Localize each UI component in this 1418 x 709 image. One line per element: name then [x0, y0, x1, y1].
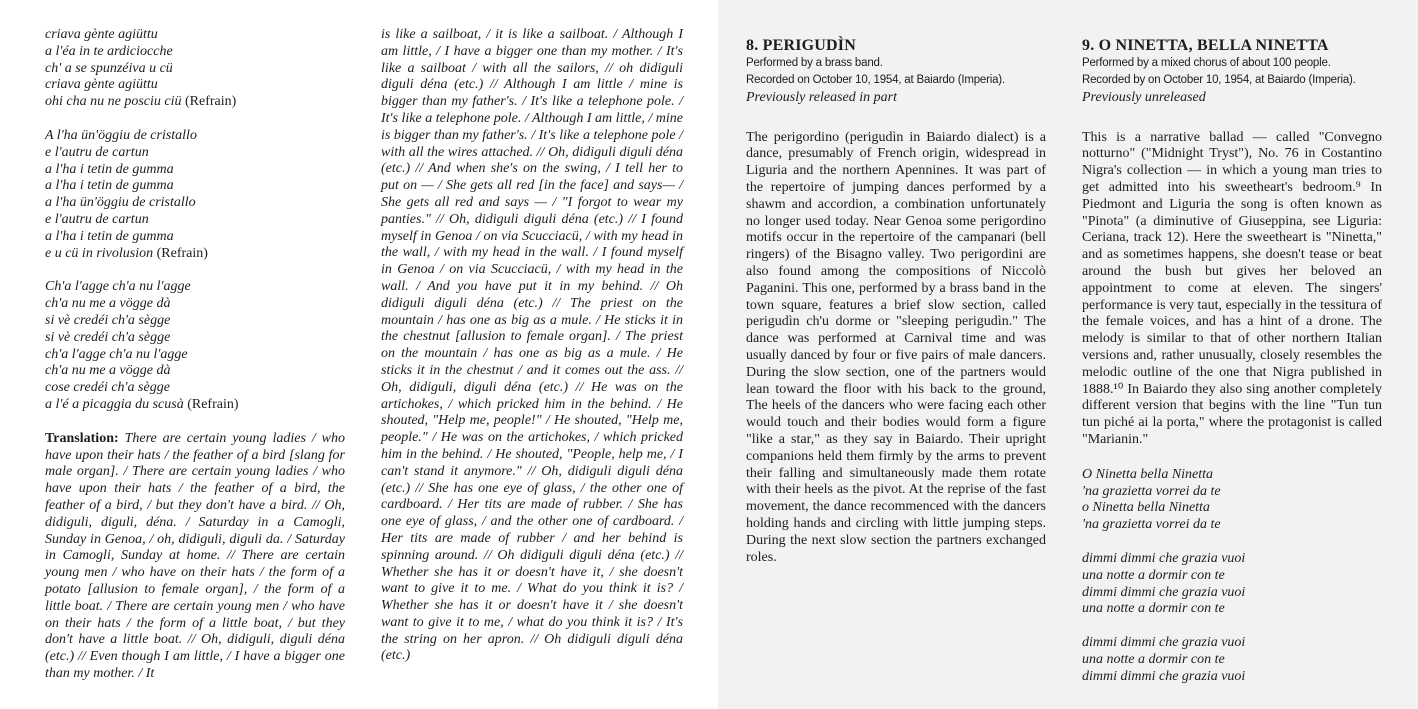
lyric-line: dimmi dimmi che grazia vuoi [1082, 550, 1246, 566]
lyric-line: ch' a se spunzéiva u cü [45, 60, 173, 76]
lyric-line: a l'é a picaggia du scusà [45, 396, 184, 412]
lyrics-stanza-3 [45, 279, 345, 413]
lyric-line: a l'éa in te ardiciocche [45, 43, 173, 59]
lyrics-stanza-2 [45, 128, 345, 262]
track-9-title: 9. O NINETTA, BELLA NINETTA [1082, 37, 1329, 54]
lyric-line: Ch'a l'agge ch'a nu l'agge [45, 279, 191, 295]
track-8-status: Previously released in part [746, 89, 897, 105]
lyric-line: 'na grazietta vorrei da te [1082, 517, 1221, 533]
refrain-label: (Refrain) [184, 94, 237, 110]
lyric-line: una notte a dormir con te [1082, 567, 1225, 583]
track-9-lyrics-stanza-3 [1082, 635, 1382, 685]
lyrics-stanza-1 [45, 27, 345, 111]
lyric-line: O Ninetta bella Ninetta [1082, 466, 1214, 482]
lyric-line-with-refrain [45, 397, 345, 414]
lyric-line: una notte a dormir con te [1082, 651, 1225, 667]
lyric-line: ohi cha nu ne posciu ciü [45, 94, 182, 110]
lyric-line: si vè credéi ch'a sègge [45, 312, 171, 328]
lyric-line: si vè credéi ch'a sègge [45, 329, 171, 345]
lyric-line: ch'a nu me a vögge dà [45, 363, 171, 379]
track-8-description: The perigordino (perigudìn in Baiardo dialect) is a dance, presumably of French origin, widespread in Liguria and the northern Apennines. It was part of the repertoire of jumping dances performed by a shawm and accordion, a combination unfortunately no longer used today. Near Genoa some perigordino motifs occur in the repertoire of the campanari (bell ringers) of the Bisagno valley. Two perigordini are also found among the compositions of Niccolò Paganini. This one, performed by a brass band in the town square, features a brief slow section, called perigudìn ch'u dorme or "sleeping perigudìn." The dance was performed at Carnival time and was usually danced by four or five pairs of male dancers. During the slow section, one of the partners would lean toward the floor with his back to the ground, The heels of the dancers who were facing each other would touch and their bodies would form a figure "like a star," as they say in Baiardo. Their upright companions held them firmly by the arms to prevent their falling and simultaneously made them rotate with their heels as the pivot. At the reprise of the fast movement, the dance recommenced with the dancers holding hands and circling with little jumping steps. During the next slow section the partners exchanged roles. [746, 129, 1046, 565]
refrain-label: (Refrain) [187, 396, 239, 412]
lyric-line: una notte a dormir con te [1082, 601, 1225, 617]
translation-continued-text: is like a sailboat, / it is like a sailboat. / Although I am little, / I have a bigger one than my mother. / It's like a sailboat / with all the sailors, // oh didiguli diguli déna (etc.) // Although I am little / mine is bigger than my father's. / It's like a telephone pole. / It's like a telephone pole. / Although I am little, / mine is bigger than my father's. / It's like a telephone pole / with all the wires attached. // Oh, didiguli diguli déna (etc.) // And when she's on the swing, / I tell her to put on — / She gets all red [in the face] and says— / She gets all red and says — / "I forgot to wear my panties." // Oh, didiguli diguli déna (etc.) // I found myself in Genoa / on via Scucciacü, / with my head in the wall, / with my head in the wall. / I found myself in Genoa / on via Scucciacü, / with my head in the wall. / And you have put it in my behind. // Oh didiguli diguli déna (etc.) // The priest on the mountain / has one as big as a mule. / He sticks it in the chestnut [allusion to female organ]. / The priest on the mountain / has one as big as a mule. / He sticks it in the chestnut / and it comes out the ass. // Oh, didiguli, diguli déna (etc.) // He was on the artichokes, / which pricked him in the behind. / He shouted, "Help me, people!" / He shouted, "Help me, people." / He was on the artichokes, / which pricked him in the behind. / He shouted, "People, help me, / I can't stand it anymore." // Oh, didiguli diguli déna (etc.) // She has one eye of glass, / the other one of cardboard. / Her tits are made of rubber. / She has one eye of glass, / and the other one of cardboard. / Her tits are made of rubber / and her behind is spinning around. // Oh didiguli diguli déna (etc.) // Whether she has it or doesn't have it, / she doesn't want to give it to me. / What do you think it is? / Whether she has it or doesn't have it / she doesn't want to give it to me, / what do you think it is? / It's the string on her apron. // Oh didiguli diguli déna (etc.) [381, 27, 683, 664]
lyric-line: a l'ha ün'öggiu de cristallo [45, 195, 196, 211]
lyric-line: criava gènte agiüttu [45, 27, 158, 42]
lyrics-column-1 [45, 27, 345, 683]
lyric-line: o Ninetta bella Ninetta [1082, 500, 1210, 516]
lyric-line: 'na grazietta vorrei da te [1082, 483, 1221, 499]
refrain-label: (Refrain) [156, 245, 208, 261]
lyric-line: dimmi dimmi che grazia vuoi [1082, 668, 1246, 684]
track-9-performed: Performed by a mixed chorus of about 100 people. [1082, 57, 1331, 69]
lyric-line: dimmi dimmi che grazia vuoi [1082, 584, 1246, 600]
track-9-section [1082, 27, 1382, 703]
lyric-line: A l'ha ün'öggiu de cristallo [45, 127, 197, 143]
track-9-status: Previously unreleased [1082, 89, 1206, 105]
lyric-line: a l'ha i tetin de gumma [45, 161, 174, 177]
track-8-section [746, 27, 1046, 566]
track-8-recorded: Recorded on October 10, 1954, at Baiardo (Imperia). [746, 73, 1005, 86]
track-9-recorded: Recorded by on October 10, 1954, at Baiardo (Imperia). [1082, 73, 1356, 86]
translation-column-2 [381, 27, 683, 665]
track-8-performed: Performed by a brass band. [746, 57, 883, 69]
track-9-description: This is a narrative ballad — called "Convegno notturno" ("Midnight Tryst"), No. 76 in Costantino Nigra's collection — in which a young man tries to get admitted into his sweetheart's bedroom.⁹ In Piedmont and Liguria the song is often known as "Pinota" (a diminutive of Giuseppina, see Liguria: Ceriana, track 12). Here the sweetheart is "Ninetta," and as sometimes happens, she doesn't tease or beat around the bush but gives her beloved an appointment to come at eleven. The singers' performance is very taut, especially in the tessitura of the female voices, and has a hint of a drone. The melody is similar to that of other northern Italian versions and, rather unusually, closely resembles the melodic outline of the one that Nigra published in 1888.¹⁰ In Baiardo they also sing another completely different version that begins with the line "Tun tun tun piché ai la porta," where the protagonist is called "Marianin." [1082, 129, 1382, 447]
lyric-line-with-refrain [45, 246, 345, 263]
track-9-lyrics-stanza-1 [1082, 467, 1382, 534]
lyric-line: criava gènte agiüttu [45, 77, 158, 93]
lyric-line: e u cü in rivolusion [45, 245, 154, 261]
lyric-line: a l'ha i tetin de gumma [45, 178, 174, 194]
lyric-line-with-refrain [45, 94, 345, 111]
lyric-line: ch'a nu me a vögge dà [45, 296, 171, 312]
lyric-line: e l'autru de cartun [45, 211, 149, 227]
track-8-title: 8. PERIGUDÌN [746, 37, 856, 54]
lyric-line: dimmi dimmi che grazia vuoi [1082, 635, 1246, 651]
track-9-lyrics-stanza-2 [1082, 551, 1382, 618]
translation-label: Translation: [45, 430, 119, 446]
translation-text: There are certain young ladies / who have upon their hats / the feather of a bird [slang for male organ]. / There are certain young ladies / who have upon their hats / the feather of a bird, the feather of a bird, / but they don't have a bird. // Oh, didiguli, diguli, déna. / Saturday in a Camogli, Sunday in Genoa, / oh, didiguli, diguli da. / Saturday in Camogli, Sunday at home. // There are certain young men / who have on their hats / the form of a potato [allusion to female organ], / the form of a little boat. / There are certain young men / who have on their hats / the form of a little boat, / but they don't have a little boat. // Oh, didiguli, diguli déna (etc.) // Even though I am little, / I have a bigger one than my mother. / It [45, 430, 345, 681]
translation-paragraph [45, 431, 345, 683]
lyric-line: e l'autru de cartun [45, 144, 149, 160]
lyric-line: cose credéi ch'a sègge [45, 380, 170, 396]
lyric-line: ch'a l'agge ch'a nu l'agge [45, 346, 188, 362]
lyric-line: a l'ha i tetin de gumma [45, 228, 174, 244]
